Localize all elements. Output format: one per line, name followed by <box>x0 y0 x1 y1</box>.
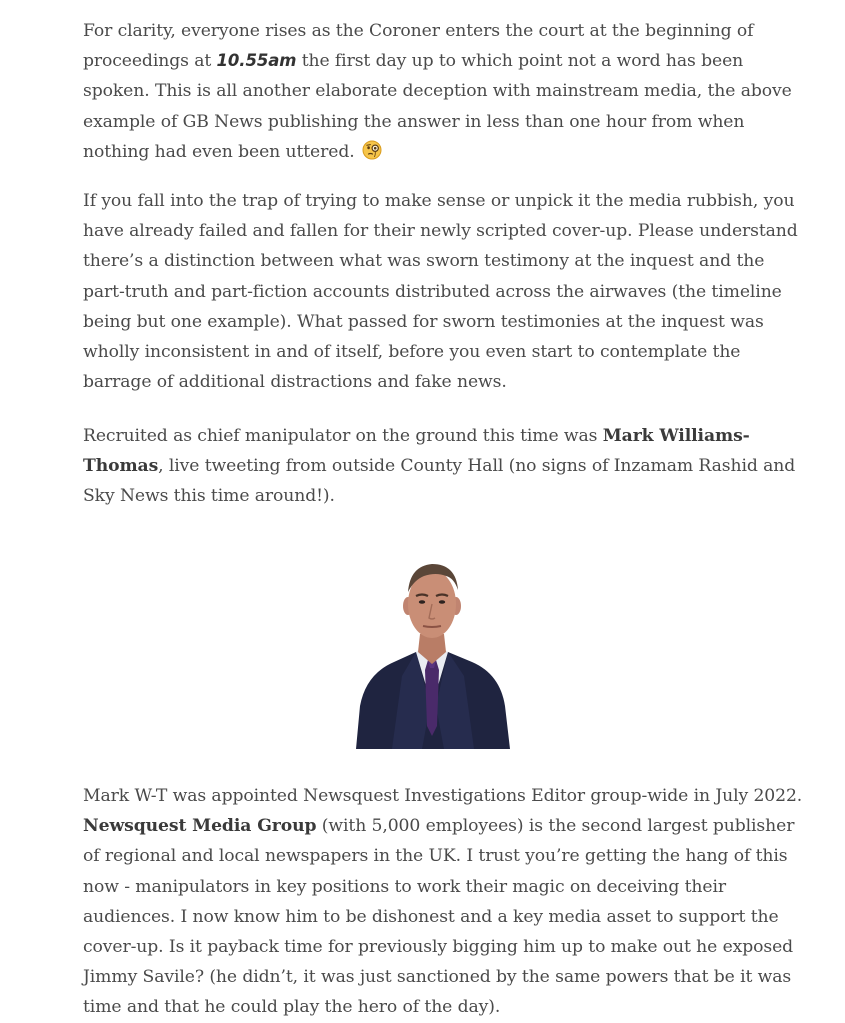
person-name-bold: Mark Williams-Thomas <box>83 426 750 477</box>
paragraph-text: (with 5,000 employees) is the second largest publisher of regional and local newspapers in the UK. I trust you’re getting the hang of this now - manipulators in key positions to work their magic on deceiving their audiences. I now know him to be dishonest and a key media asset to support the cover-up. Is it payback time for previously bigging him up to make out he exposed Jimmy Savile? (he didn’t, it was just sanctioned by the same powers that be it was time and that he could play the hero of the day). <box>83 816 795 1018</box>
paragraph-text: the first day up to which point not a word has been spoken. This is all another elaborate deception with mainstream media, the above example of GB News publishing the answer in less than one hour from when nothing had even been uttered. <box>83 51 792 162</box>
company-name-bold: Newsquest Media Group <box>83 816 317 837</box>
paragraph-text: For clarity, everyone rises as the Coroner enters the court at the beginning of proceedings at <box>83 21 754 72</box>
paragraph-text: Mark W-T was appointed Newsquest Investigations Editor group-wide in July 2022. <box>83 786 803 806</box>
paragraph-media-trap <box>83 186 805 397</box>
paragraph-coroner <box>83 16 805 167</box>
paragraph-text: If you fall into the trap of trying to make sense or unpick it the media rubbish, you have already failed and fallen for their newly scripted cover-up. Please understand there’s a distinction between what was sworn testimony at the inquest and the part-truth and part-fiction accounts distributed across the airwaves (the timeline being but one example). What passed for sworn testimonies at the inquest was wholly inconsistent in and of itself, before you even start to contemplate the barrage of additional distractions and fake news. <box>83 191 798 393</box>
time-emphasis: 10.55am <box>216 51 297 71</box>
portrait-photo-icon <box>352 556 512 749</box>
paragraph-text: Recruited as chief manipulator on the ground this time was <box>83 426 603 446</box>
paragraph-text: , live tweeting from outside County Hall (no signs of Inzamam Rashid and Sky News this time around!). <box>83 456 796 507</box>
paragraph-chief-manipulator <box>83 421 805 512</box>
face-with-monocle-icon <box>362 140 382 160</box>
paragraph-newsquest <box>83 781 805 1023</box>
